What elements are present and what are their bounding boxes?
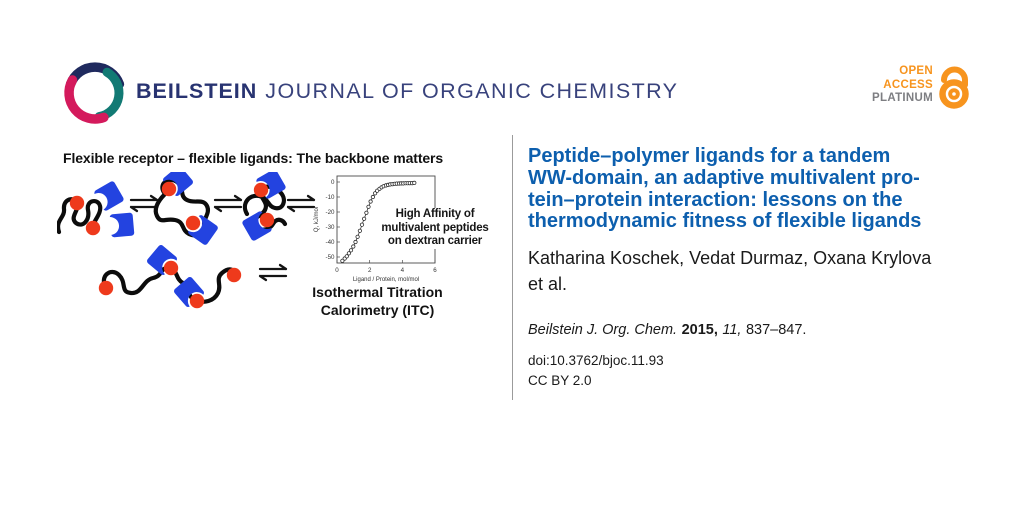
article-title-line: tein–protein interaction: lessons on the <box>528 188 903 211</box>
svg-text:Ligand / Protein, mol/mol: Ligand / Protein, mol/mol <box>352 277 420 283</box>
chart-annotation <box>374 208 496 249</box>
open-access-line1: OPEN <box>899 65 933 77</box>
svg-text:Q, kJ/mol: Q, kJ/mol <box>314 206 320 233</box>
equilibrium-arrow-icon <box>215 196 241 211</box>
peptide-ligand-dot <box>86 221 100 235</box>
polymer-state-bound-compact <box>241 172 286 242</box>
polymer-state-unbound <box>58 180 134 237</box>
peptide-ligand-dot <box>254 183 268 197</box>
citation-year: 2015, <box>681 322 718 338</box>
citation-volume: 11, <box>722 322 742 338</box>
article-title-line: thermodynamic fitness of flexible ligands <box>528 210 922 233</box>
polymer-cartoon <box>57 172 317 322</box>
polymer-state-extended <box>99 244 241 308</box>
peptide-ligand-dot <box>190 294 204 308</box>
ww-domain-icon <box>93 180 124 211</box>
license-text: CC BY 2.0 <box>528 372 592 388</box>
vertical-divider <box>512 135 513 400</box>
svg-text:-40: -40 <box>325 239 335 247</box>
brand-subtitle: JOURNAL OF ORGANIC CHEMISTRY <box>265 79 679 103</box>
svg-text:4: 4 <box>400 267 405 274</box>
citation-pages: 837–847. <box>745 322 807 338</box>
peptide-ligand-dot <box>70 196 84 210</box>
svg-text:-30: -30 <box>325 224 335 232</box>
svg-text:2: 2 <box>367 267 372 274</box>
equilibrium-arrow-icon <box>260 265 286 280</box>
authors-line: Katharina Koschek, Vedat Durmaz, Oxana Krylova <box>528 248 932 268</box>
caption-line: Calorimetry (ITC) <box>320 301 435 318</box>
article-title <box>528 146 988 233</box>
caption-line: Isothermal Titration <box>312 284 443 300</box>
open-access-line3: PLATINUM <box>872 92 933 104</box>
article-authors <box>528 245 931 297</box>
peptide-ligand-dot <box>99 281 113 295</box>
peptide-ligand-dot <box>227 268 241 282</box>
annotation-line: multivalent peptides <box>381 221 489 234</box>
authors-line: et al. <box>528 274 568 294</box>
article-title-line: Peptide–polymer ligands for a tandem <box>528 145 891 167</box>
equilibrium-arrow-icon <box>131 196 157 211</box>
svg-text:0: 0 <box>335 267 339 274</box>
open-access-line2: ACCESS <box>883 78 933 91</box>
annotation-line: High Affinity of <box>395 208 475 220</box>
peptide-ligand-dot <box>186 216 200 230</box>
figure-heading: Flexible receptor – flexible ligands: The backbone matters <box>63 150 444 166</box>
open-lock-icon <box>937 61 973 111</box>
peptide-ligand-dot <box>162 182 176 196</box>
annotation-line: on dextran carrier <box>387 235 483 247</box>
article-citation <box>528 322 806 338</box>
article-meta <box>528 351 664 390</box>
peptide-ligand-dot <box>164 261 178 275</box>
svg-text:-50: -50 <box>325 254 335 262</box>
article-title-line: WW-domain, an adaptive multivalent pro- <box>528 166 920 189</box>
svg-text:-20: -20 <box>325 209 335 217</box>
peptide-ligand-dot <box>260 213 274 227</box>
svg-text:6: 6 <box>433 267 437 274</box>
beilstein-swirl-logo-icon <box>57 55 133 131</box>
open-access-badge <box>815 65 933 106</box>
doi-text: doi:10.3762/bjoc.11.93 <box>528 353 664 368</box>
svg-text:0: 0 <box>331 179 335 187</box>
journal-brand <box>136 79 678 104</box>
polymer-state-bound-open <box>156 172 219 246</box>
ww-domain-icon <box>110 213 135 238</box>
citation-journal: Beilstein J. Org. Chem. <box>528 322 678 338</box>
brand-name: BEILSTEIN <box>136 79 258 103</box>
svg-text:-10: -10 <box>325 194 335 202</box>
chart-caption <box>300 284 455 319</box>
